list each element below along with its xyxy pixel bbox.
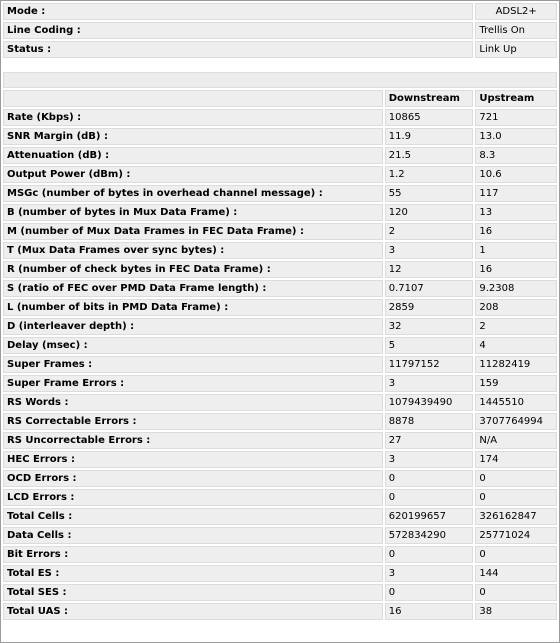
stat-label: OCD Errors : — [3, 470, 383, 487]
stat-downstream-value: 5 — [385, 337, 474, 354]
stat-upstream-value: 144 — [475, 565, 557, 582]
info-value: Trellis On — [475, 22, 557, 39]
stat-downstream-value: 32 — [385, 318, 474, 335]
stat-upstream-value: 0 — [475, 489, 557, 506]
stat-upstream-value: 174 — [475, 451, 557, 468]
stat-label: R (number of check bytes in FEC Data Frame) : — [3, 261, 383, 278]
stat-label: M (number of Mux Data Frames in FEC Data Frame) : — [3, 223, 383, 240]
stat-label: Output Power (dBm) : — [3, 166, 383, 183]
info-row — [3, 3, 557, 20]
stat-downstream-value: 8878 — [385, 413, 474, 430]
stat-downstream-value: 11797152 — [385, 356, 474, 373]
stat-label: RS Words : — [3, 394, 383, 411]
stat-row — [3, 546, 557, 563]
stat-row — [3, 280, 557, 297]
stat-row — [3, 603, 557, 620]
info-label: Status : — [3, 41, 473, 58]
stat-downstream-value: 55 — [385, 185, 474, 202]
stat-row — [3, 337, 557, 354]
spacer-cell — [3, 72, 557, 88]
stat-upstream-value: 326162847 — [475, 508, 557, 525]
stat-downstream-value: 21.5 — [385, 147, 474, 164]
stat-label: Bit Errors : — [3, 546, 383, 563]
stat-downstream-value: 0 — [385, 489, 474, 506]
stat-row — [3, 451, 557, 468]
stat-downstream-value: 620199657 — [385, 508, 474, 525]
stat-upstream-value: 159 — [475, 375, 557, 392]
stat-row — [3, 109, 557, 126]
stat-upstream-value: 8.3 — [475, 147, 557, 164]
stat-upstream-value: 721 — [475, 109, 557, 126]
stat-upstream-value: 9.2308 — [475, 280, 557, 297]
stat-upstream-value: 3707764994 — [475, 413, 557, 430]
stat-upstream-value: 0 — [475, 584, 557, 601]
stat-upstream-value: 0 — [475, 470, 557, 487]
stat-upstream-value: N/A — [475, 432, 557, 449]
info-label: Mode : — [3, 3, 473, 20]
gap-cell — [3, 60, 557, 70]
stat-label: T (Mux Data Frames over sync bytes) : — [3, 242, 383, 259]
stat-row — [3, 356, 557, 373]
stat-row — [3, 299, 557, 316]
stat-label: RS Correctable Errors : — [3, 413, 383, 430]
stat-downstream-value: 3 — [385, 565, 474, 582]
stat-label: Data Cells : — [3, 527, 383, 544]
stat-row — [3, 128, 557, 145]
header-downstream: Downstream — [385, 90, 474, 107]
stat-downstream-value: 27 — [385, 432, 474, 449]
spacer-row — [3, 72, 557, 88]
info-row — [3, 41, 557, 58]
header-row — [3, 90, 557, 107]
info-row — [3, 22, 557, 39]
stat-label: S (ratio of FEC over PMD Data Frame length) : — [3, 280, 383, 297]
stat-downstream-value: 12 — [385, 261, 474, 278]
stat-upstream-value: 2 — [475, 318, 557, 335]
stat-downstream-value: 572834290 — [385, 527, 474, 544]
stat-downstream-value: 2 — [385, 223, 474, 240]
stat-upstream-value: 16 — [475, 261, 557, 278]
header-upstream: Upstream — [475, 90, 557, 107]
stat-downstream-value: 0 — [385, 546, 474, 563]
stat-row — [3, 375, 557, 392]
stat-row — [3, 223, 557, 240]
stat-row — [3, 261, 557, 278]
stat-label: Rate (Kbps) : — [3, 109, 383, 126]
stat-label: Super Frames : — [3, 356, 383, 373]
stat-row — [3, 242, 557, 259]
gap-row — [3, 60, 557, 70]
stat-label: MSGc (number of bytes in overhead channel message) : — [3, 185, 383, 202]
stat-downstream-value: 10865 — [385, 109, 474, 126]
stat-upstream-value: 38 — [475, 603, 557, 620]
stat-upstream-value: 13 — [475, 204, 557, 221]
stat-row — [3, 470, 557, 487]
stat-upstream-value: 117 — [475, 185, 557, 202]
stat-label: Attenuation (dB) : — [3, 147, 383, 164]
stat-label: Total Cells : — [3, 508, 383, 525]
stat-row — [3, 489, 557, 506]
stat-downstream-value: 11.9 — [385, 128, 474, 145]
stat-label: LCD Errors : — [3, 489, 383, 506]
stat-label: HEC Errors : — [3, 451, 383, 468]
stat-upstream-value: 13.0 — [475, 128, 557, 145]
info-value: Link Up — [475, 41, 557, 58]
stat-downstream-value: 16 — [385, 603, 474, 620]
stat-row — [3, 508, 557, 525]
status-table-body — [3, 3, 557, 620]
stat-label: Delay (msec) : — [3, 337, 383, 354]
stat-row — [3, 565, 557, 582]
stat-downstream-value: 1.2 — [385, 166, 474, 183]
stat-row — [3, 166, 557, 183]
stat-downstream-value: 0 — [385, 584, 474, 601]
stat-upstream-value: 11282419 — [475, 356, 557, 373]
stat-downstream-value: 1079439490 — [385, 394, 474, 411]
stat-label: L (number of bits in PMD Data Frame) : — [3, 299, 383, 316]
stat-upstream-value: 16 — [475, 223, 557, 240]
stat-upstream-value: 1445510 — [475, 394, 557, 411]
adsl-status-table — [1, 1, 559, 622]
stat-downstream-value: 120 — [385, 204, 474, 221]
stat-row — [3, 394, 557, 411]
stat-label: Super Frame Errors : — [3, 375, 383, 392]
stat-row — [3, 318, 557, 335]
stat-label: B (number of bytes in Mux Data Frame) : — [3, 204, 383, 221]
stat-downstream-value: 0.7107 — [385, 280, 474, 297]
stat-downstream-value: 3 — [385, 375, 474, 392]
stat-row — [3, 413, 557, 430]
stat-downstream-value: 3 — [385, 242, 474, 259]
stat-upstream-value: 0 — [475, 546, 557, 563]
stat-label: Total SES : — [3, 584, 383, 601]
stat-row — [3, 185, 557, 202]
stat-downstream-value: 2859 — [385, 299, 474, 316]
stat-row — [3, 204, 557, 221]
info-label: Line Coding : — [3, 22, 473, 39]
stat-downstream-value: 0 — [385, 470, 474, 487]
stat-upstream-value: 1 — [475, 242, 557, 259]
stat-upstream-value: 25771024 — [475, 527, 557, 544]
stat-row — [3, 527, 557, 544]
stat-label: Total UAS : — [3, 603, 383, 620]
stat-row — [3, 584, 557, 601]
stat-label: D (interleaver depth) : — [3, 318, 383, 335]
stat-row — [3, 432, 557, 449]
header-empty-cell — [3, 90, 383, 107]
stat-upstream-value: 10.6 — [475, 166, 557, 183]
stat-upstream-value: 4 — [475, 337, 557, 354]
stat-downstream-value: 3 — [385, 451, 474, 468]
stat-upstream-value: 208 — [475, 299, 557, 316]
info-value: ADSL2+ — [475, 3, 557, 20]
stat-row — [3, 147, 557, 164]
stat-label: SNR Margin (dB) : — [3, 128, 383, 145]
stat-label: Total ES : — [3, 565, 383, 582]
stat-label: RS Uncorrectable Errors : — [3, 432, 383, 449]
